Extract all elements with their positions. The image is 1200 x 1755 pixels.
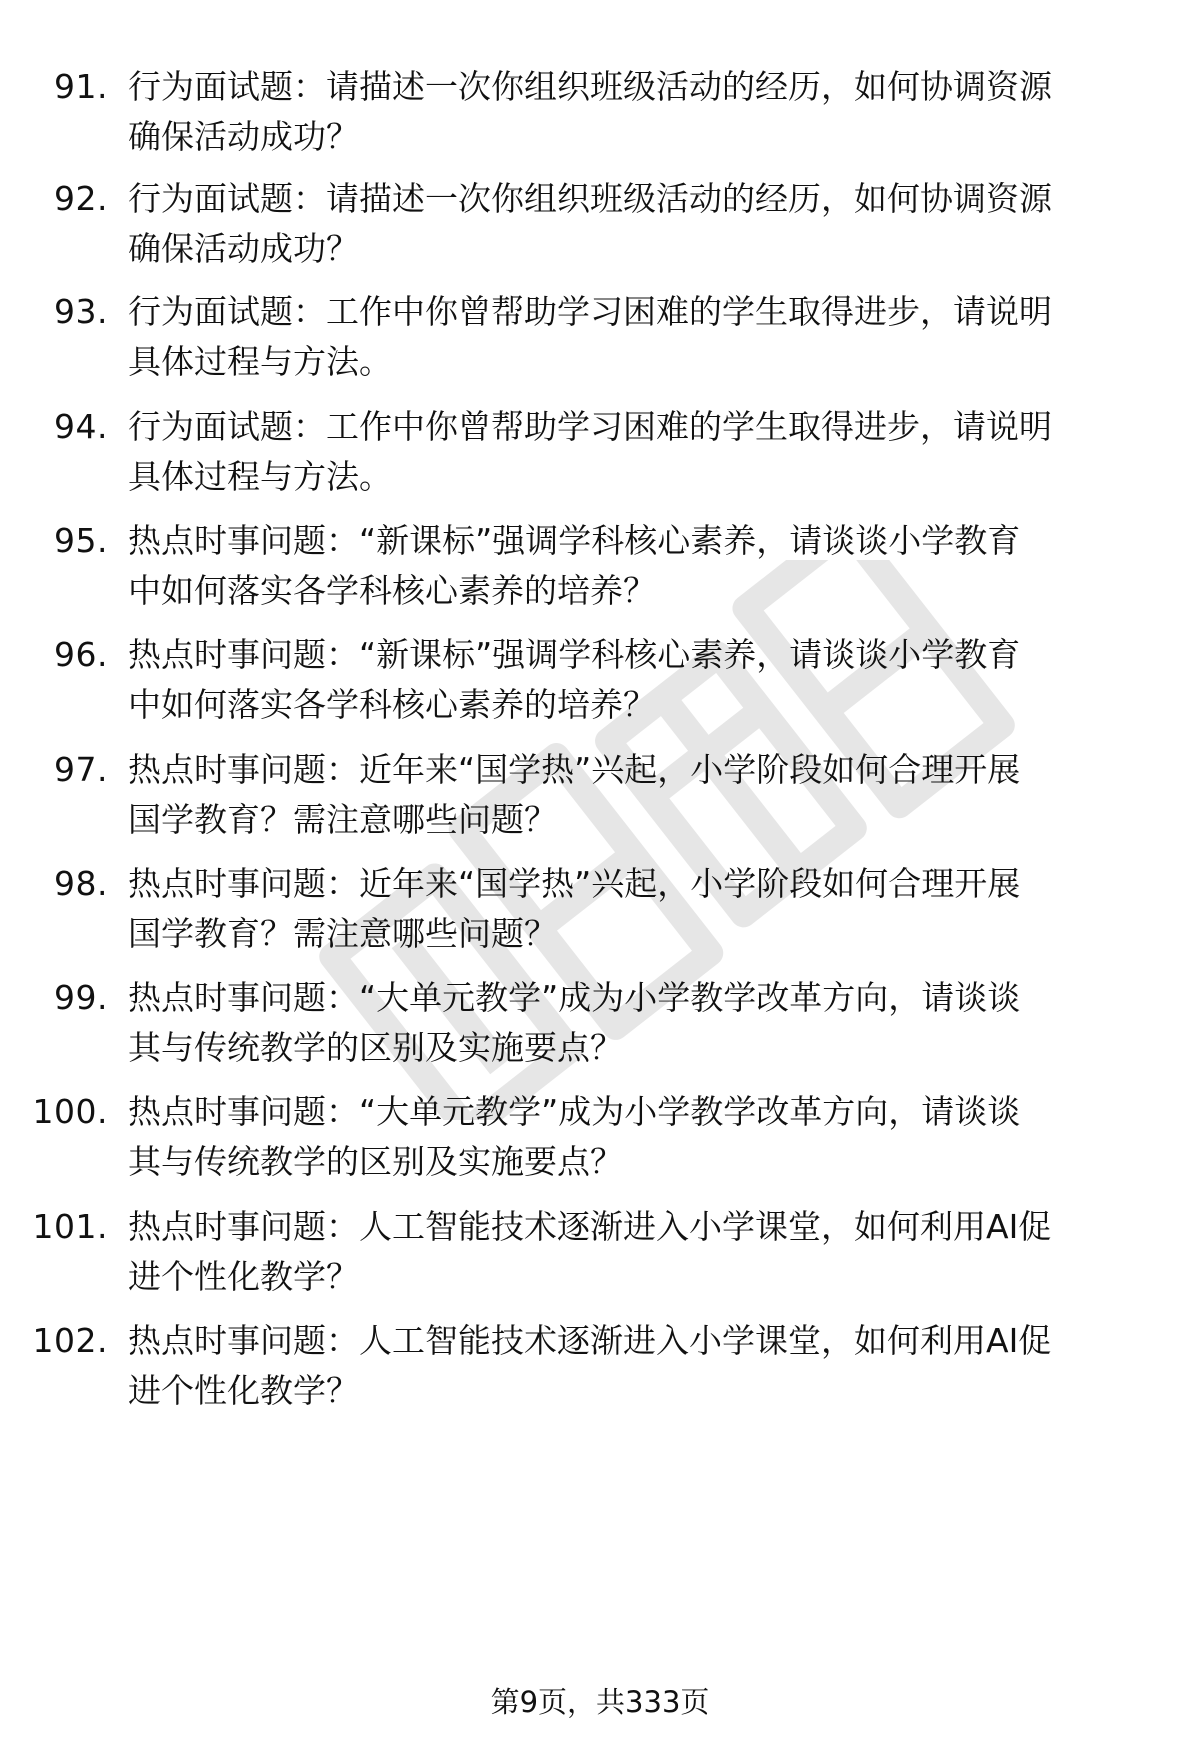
question-text-line: 进个性化教学？ (128, 1371, 359, 1410)
question-item (0, 174, 1200, 284)
question-text (128, 745, 1138, 845)
question-number: 97. (54, 750, 108, 789)
question-item (0, 62, 1200, 172)
question-item (0, 402, 1200, 512)
question-text (128, 174, 1138, 274)
question-text (128, 62, 1138, 162)
question-text (128, 1202, 1138, 1302)
question-text (128, 630, 1138, 730)
question-item (0, 1202, 1200, 1312)
question-text-line: 热点时事问题：近年来“国学热”兴起，小学阶段如何合理开展 (128, 750, 1021, 789)
question-text (128, 1087, 1138, 1187)
question-number: 99. (54, 978, 108, 1017)
question-text (128, 859, 1138, 959)
question-number: 98. (54, 864, 108, 903)
question-text-line: 热点时事问题：近年来“国学热”兴起，小学阶段如何合理开展 (128, 864, 1021, 903)
question-item (0, 630, 1200, 740)
question-text (128, 287, 1138, 387)
question-text-line: 行为面试题：请描述一次你组织班级活动的经历，如何协调资源 (128, 179, 1052, 218)
question-item (0, 859, 1200, 969)
question-number: 91. (54, 67, 108, 106)
question-text-line: 行为面试题：请描述一次你组织班级活动的经历，如何协调资源 (128, 67, 1052, 106)
question-number: 96. (54, 635, 108, 674)
question-text-line: 国学教育？需注意哪些问题？ (128, 914, 557, 953)
question-text-line: 其与传统教学的区别及实施要点？ (128, 1142, 623, 1181)
question-number: 94. (54, 407, 108, 446)
question-text-line: 热点时事问题：人工智能技术逐渐进入小学课堂，如何利用AI促 (128, 1207, 1052, 1246)
question-item (0, 287, 1200, 397)
question-item (0, 973, 1200, 1083)
question-text-line: 确保活动成功？ (128, 117, 359, 156)
question-number: 102. (32, 1321, 108, 1360)
question-text-line: 中如何落实各学科核心素养的培养？ (128, 685, 656, 724)
page-number-footer: 第9页，共333页 (490, 1685, 710, 1719)
question-text-line: 具体过程与方法。 (128, 342, 392, 381)
question-item (0, 1316, 1200, 1426)
question-text (128, 1316, 1138, 1416)
question-text-line: 其与传统教学的区别及实施要点？ (128, 1028, 623, 1067)
question-text-line: 行为面试题：工作中你曾帮助学习困难的学生取得进步，请说明 (128, 407, 1052, 446)
question-number: 101. (32, 1207, 108, 1246)
question-text-line: 确保活动成功？ (128, 229, 359, 268)
question-text-line: 热点时事问题：“大单元教学”成为小学教学改革方向，请谈谈 (128, 1092, 1021, 1131)
question-text-line: 热点时事问题：“新课标”强调学科核心素养，请谈谈小学教育 (128, 635, 1021, 674)
question-item (0, 516, 1200, 626)
question-text-line: 具体过程与方法。 (128, 457, 392, 496)
question-text (128, 516, 1138, 616)
question-number: 100. (32, 1092, 108, 1131)
question-number: 95. (54, 521, 108, 560)
question-text-line: 热点时事问题：“大单元教学”成为小学教学改革方向，请谈谈 (128, 978, 1021, 1017)
question-text-line: 热点时事问题：人工智能技术逐渐进入小学课堂，如何利用AI促 (128, 1321, 1052, 1360)
question-text (128, 402, 1138, 502)
question-number: 93. (54, 292, 108, 331)
question-text-line: 行为面试题：工作中你曾帮助学习困难的学生取得进步，请说明 (128, 292, 1052, 331)
question-text-line: 热点时事问题：“新课标”强调学科核心素养，请谈谈小学教育 (128, 521, 1021, 560)
question-text-line: 国学教育？需注意哪些问题？ (128, 800, 557, 839)
question-number: 92. (54, 179, 108, 218)
question-item (0, 1087, 1200, 1197)
question-item (0, 745, 1200, 855)
question-text-line: 中如何落实各学科核心素养的培养？ (128, 571, 656, 610)
question-text-line: 进个性化教学？ (128, 1257, 359, 1296)
question-text (128, 973, 1138, 1073)
